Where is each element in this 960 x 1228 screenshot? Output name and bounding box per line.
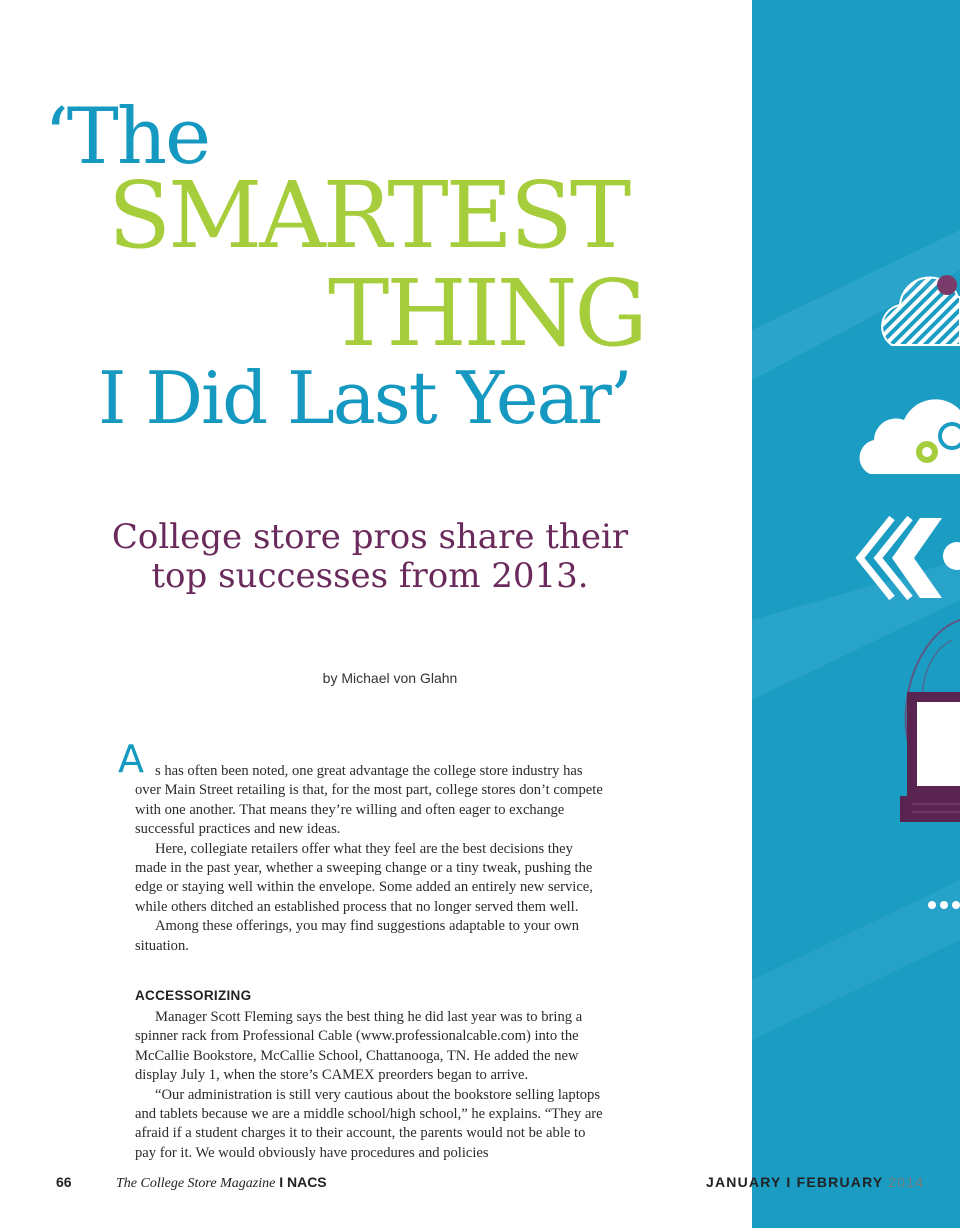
section-paragraph-2: “Our administration is still very cautious about the bookstore selling laptops and tablets because we are a middle school/high school,” he explains. “They are afraid if a student charges it to their account, the parents would not be able to pay for it. We would obviously have procedures and policies xyxy=(135,1086,603,1161)
footer-separator: I xyxy=(279,1174,284,1190)
issue-date xyxy=(706,1174,924,1190)
byline: by Michael von Glahn xyxy=(322,670,458,686)
magazine-credit xyxy=(116,1174,327,1192)
intro-paragraph-3: Among these offerings, you may find suggestions adaptable to your own situation. xyxy=(135,918,580,954)
page-number: 66 xyxy=(56,1174,72,1190)
title-line-smartest: SMARTEST xyxy=(108,162,629,269)
section-heading: ACCESSORIZING xyxy=(135,988,252,1003)
section-paragraph-1: Manager Scott Fleming says the best thing he did last year was to bring a spinner rack from Professional Cable (www.professionalcable.com) into the McCallie Bookstore, McCallie School, Chattanooga, TN. He added the new display July 1, when the store’s CAMEX preorders began to arrive. xyxy=(135,1009,583,1084)
subtitle-line-2: top successes from 2013. xyxy=(151,556,589,596)
intro-paragraph-1: s has often been noted, one great advantage the college store industry has over Main Street retailing is that, for the most part, college stores don’t compete with one another. That means they’re willing and often eager to exchange successful practices and new ideas. xyxy=(135,763,603,838)
ellipsis-icon xyxy=(928,901,960,909)
laptop-icon xyxy=(900,692,960,822)
org-name: NACS xyxy=(286,1174,327,1190)
magazine-name: The College Store Magazine xyxy=(116,1176,276,1191)
illustration-panel xyxy=(752,0,960,1228)
illustration xyxy=(752,0,960,1228)
title-line-last-year: I Did Last Year’ xyxy=(98,356,631,440)
intro-text xyxy=(135,762,605,956)
subtitle-line-1: College store pros share their xyxy=(111,517,629,557)
subtitle xyxy=(60,518,680,596)
issue-year: 2014 xyxy=(888,1174,925,1190)
title-line-thing: THING xyxy=(328,260,645,367)
title-line-the: ‘The xyxy=(44,92,210,182)
section-text xyxy=(135,1008,605,1163)
cloud-icon xyxy=(860,399,960,474)
intro-paragraph-2: Here, collegiate retailers offer what they feel are the best decisions they made in the past year, whether a sweeping change or a tiny tweak, pushing the edge or staying well within the envelope. Some added an entirely new service, while others ditched an established process that no longer served them well. xyxy=(135,840,593,915)
issue-months: JANUARY I FEBRUARY xyxy=(706,1174,884,1190)
drop-cap: A xyxy=(118,737,144,781)
